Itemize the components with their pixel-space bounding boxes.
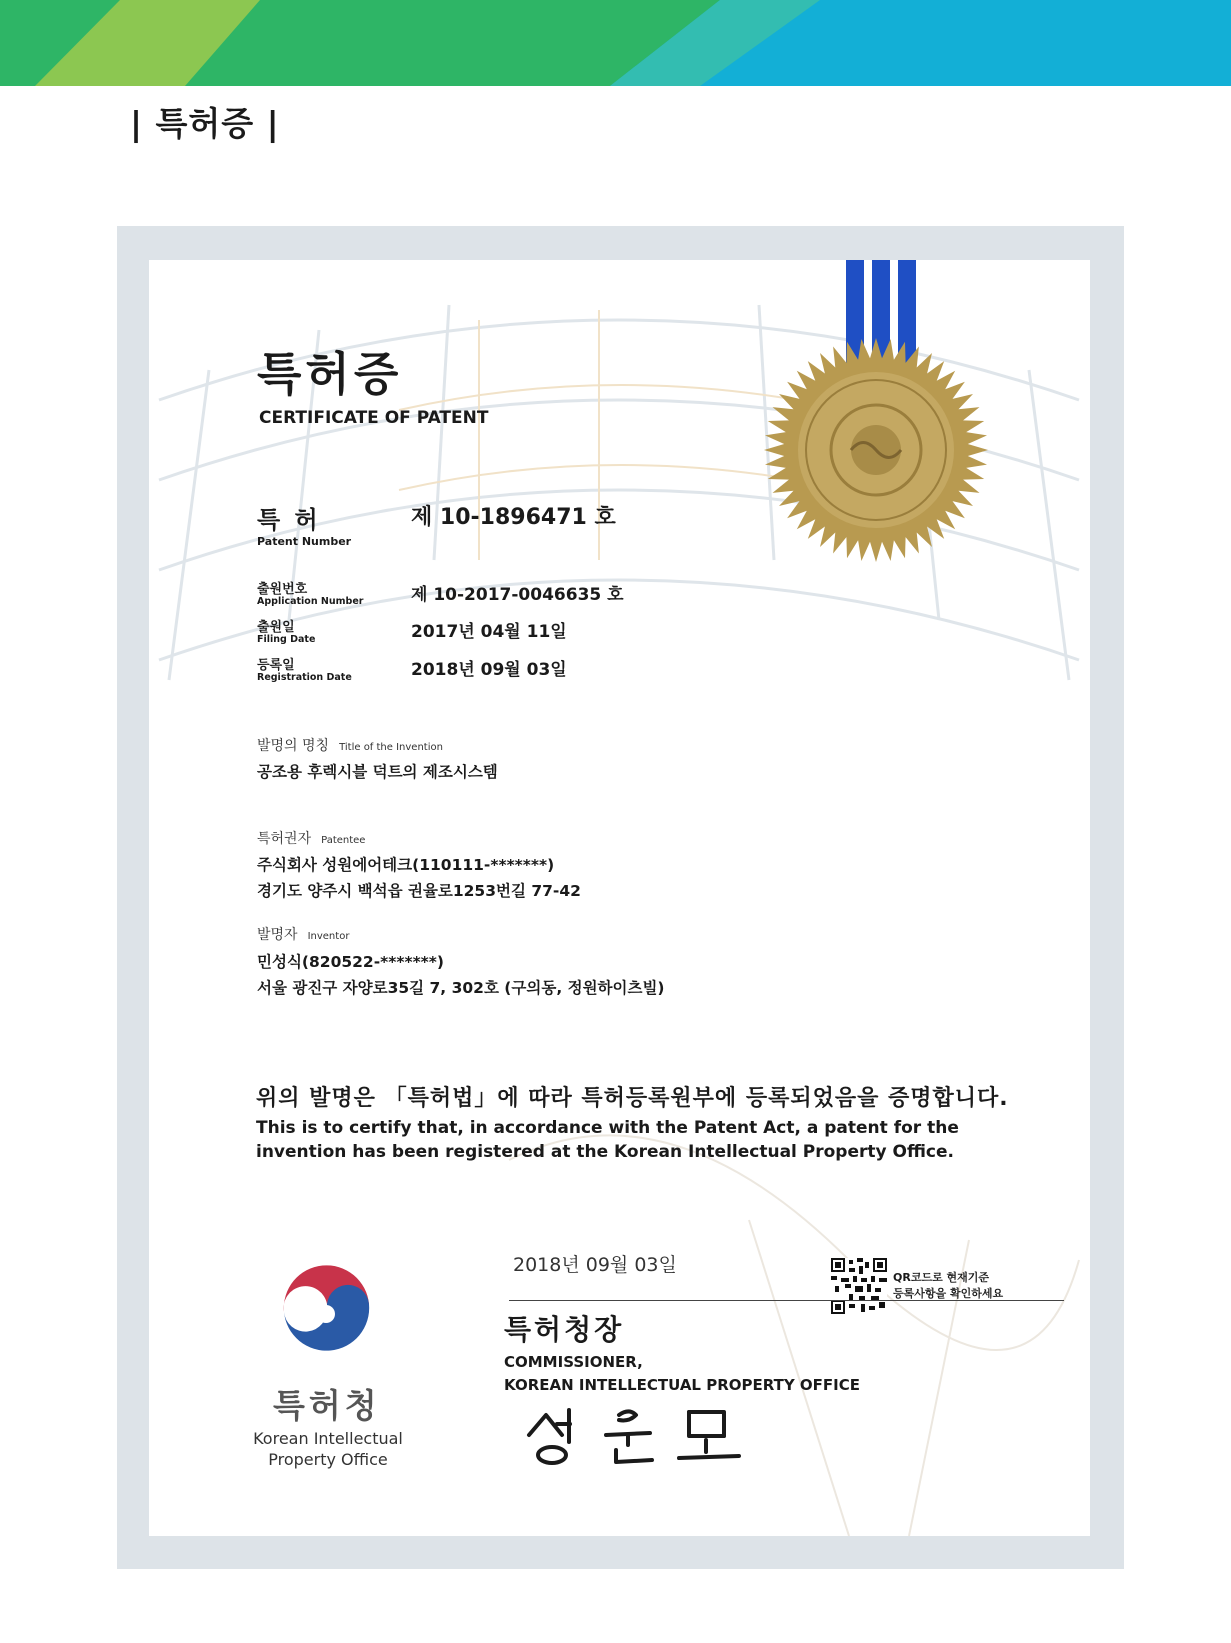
filing-date-label: 출원일 xyxy=(257,620,295,635)
kipo-name-ko: 특허청 xyxy=(273,1386,381,1425)
patent-certificate xyxy=(149,260,1090,1536)
inventor-name: 민성식(820522-*******) xyxy=(257,953,444,971)
patent-number-value: 제 10-1896471 호 xyxy=(411,505,616,530)
patentee-address: 경기도 양주시 백석읍 권율로1253번길 77-42 xyxy=(257,882,581,900)
certification-statement-en: This is to certify that, in accordance with the Patent Act, a patent for the invention has been registered at the Korean Intellectual Property Office. xyxy=(256,1118,959,1162)
patent-number-label: 특 허 xyxy=(257,506,321,534)
commissioner-title-en-line2: KOREAN INTELLECTUAL PROPERTY OFFICE xyxy=(504,1376,861,1394)
qr-note-line1: QR코드로 현재기준 xyxy=(893,1271,990,1284)
qr-code-icon[interactable] xyxy=(831,1258,887,1314)
filing-date-label-en: Filing Date xyxy=(257,634,316,645)
top-banner xyxy=(0,0,1231,86)
application-number-value: 제 10-2017-0046635 호 xyxy=(411,585,624,605)
commissioner-title: 특허청장 xyxy=(504,1313,625,1346)
issue-date: 2018년 09월 03일 xyxy=(513,1254,677,1276)
application-number-label-en: Application Number xyxy=(257,596,364,607)
patent-number-label-en: Patent Number xyxy=(257,535,352,548)
application-number-label: 출원번호 xyxy=(257,582,308,597)
section-title: | 특허증 | xyxy=(130,104,280,143)
filing-date-value: 2017년 04월 11일 xyxy=(411,622,567,642)
kipo-taeguk-logo-icon xyxy=(274,1260,379,1365)
patentee-label-en: Patentee xyxy=(321,835,366,846)
inventor-address: 서울 광진구 자양로35길 7, 302호 (구의동, 정원하이츠빌) xyxy=(257,979,665,997)
qr-note-line2: 등록사항을 확인하세요 xyxy=(893,1287,1004,1300)
invention-title-label xyxy=(257,735,443,755)
signature-divider xyxy=(509,1300,1064,1301)
certificate-title-en: CERTIFICATE OF PATENT xyxy=(259,408,489,428)
patentee-label xyxy=(257,828,365,848)
invention-title-value: 공조용 후렉시블 덕트의 제조시스템 xyxy=(257,763,498,781)
inventor-label xyxy=(257,924,349,944)
certification-statement-ko: 위의 발명은 「특허법」에 따라 특허등록원부에 등록되었음을 증명합니다. xyxy=(256,1086,1009,1111)
commissioner-title-en-line1: COMMISSIONER, xyxy=(504,1353,643,1371)
kipo-name-en: Korean Intellectual Property Office xyxy=(253,1429,403,1469)
patentee-label-ko: 특허권자 xyxy=(257,831,312,847)
invention-title-label-ko: 발명의 명칭 xyxy=(257,738,330,754)
registration-date-value: 2018년 09월 03일 xyxy=(411,660,567,680)
inventor-label-en: Inventor xyxy=(307,931,350,942)
invention-title-label-en: Title of the Invention xyxy=(339,742,443,753)
registration-date-label: 등록일 xyxy=(257,658,295,673)
registration-date-label-en: Registration Date xyxy=(257,672,352,683)
certificate-title: 특허증 xyxy=(257,347,403,401)
qr-note xyxy=(893,1270,1003,1302)
inventor-label-ko: 발명자 xyxy=(257,927,298,943)
handwritten-signature xyxy=(524,1400,744,1470)
patentee-name: 주식회사 성원에어테크(110111-*******) xyxy=(257,856,555,874)
gold-seal-icon xyxy=(761,335,991,565)
